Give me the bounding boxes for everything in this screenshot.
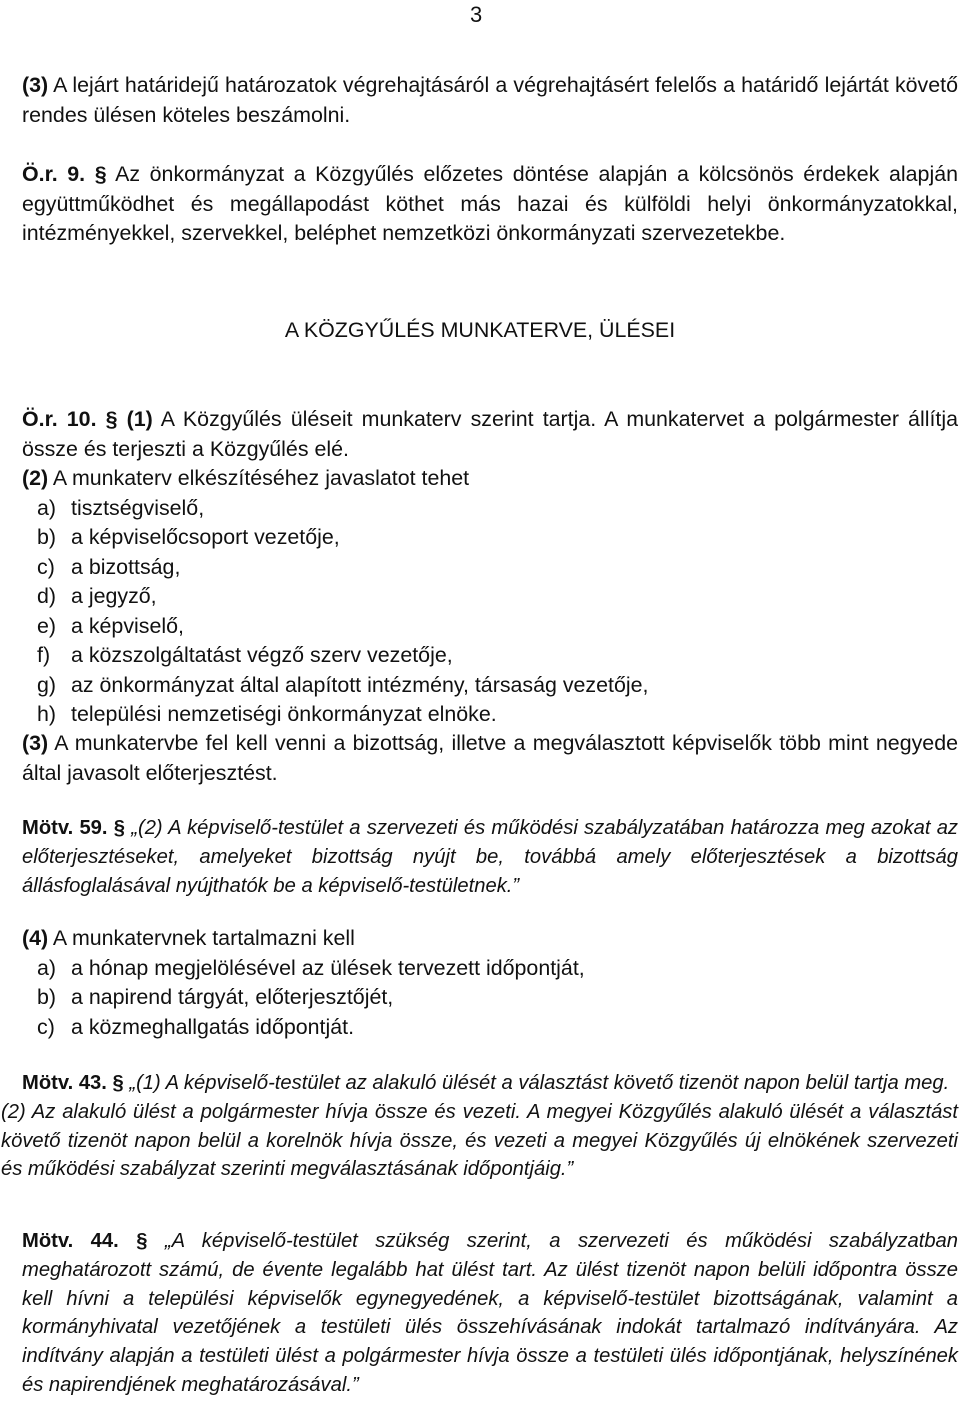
section-sign: § [94, 162, 107, 186]
list-label: c) [37, 554, 55, 579]
list-label: c) [37, 1014, 55, 1039]
list-label: a) [37, 495, 57, 520]
paragraph-number: (4) [22, 926, 49, 950]
list-text: a közmeghallgatás időpontját. [71, 1014, 355, 1039]
list-text: az önkormányzat által alapított intézmény, társaság vezetője, [71, 672, 649, 697]
paragraph-number: (1) [126, 407, 153, 431]
paragraph-number: (2) [22, 466, 49, 490]
quote-motv-44 [1, 1227, 958, 1400]
paragraph-text: A Közgyűlés üléseit munkaterv szerint tartja. A munkatervet a polgármester állítja össze és terjeszti a Közgyűlés elé. [22, 407, 958, 461]
list-item [1, 954, 958, 984]
paragraph-2-proposals [1, 464, 958, 730]
quoted-text: „A képviselő-testület szükség szerint, a szervezeti és működési szabályzatban meghatározott számú, de évente legalább hat ülést tart. Az ülést tizenöt napon belüli időpontra össze kell hívni a települési képviselők egynegyedének, a képviselő-testület bizottságának, valamint a kormányhivatal vezetőjének a testületi ülés összehívásának indokát tartalmazó indítványára. Az indítvány alapján a testületi ülést a polgármester hívja össze a testületi ülés időpontjának, helyszínének és napirendjének meghatározásával.” [22, 1230, 958, 1396]
paragraph-intro: A munkatervnek tartalmazni kell [48, 926, 355, 950]
list-item [1, 494, 958, 524]
list-item [1, 671, 958, 701]
section-ref: Mötv. 59. [22, 817, 108, 839]
list-text: a jegyző, [71, 584, 157, 608]
list-label: a) [37, 955, 57, 980]
list-label: h) [37, 702, 57, 726]
list-label: e) [37, 613, 57, 638]
quote-motv-59 [1, 814, 958, 900]
list-item [1, 582, 958, 612]
section-sign: § [105, 407, 118, 431]
quote-motv-43 [1, 1069, 958, 1184]
page-number: 3 [470, 2, 483, 27]
list-item [1, 612, 958, 642]
list-label: b) [37, 985, 57, 1009]
paragraph-3-deadline [1, 71, 958, 130]
paragraph-text: A lejárt határidejű határozatok végrehajtásáról a végrehajtásért felelős a határidő lejártát követő rendes ülésen köteles beszámolni. [22, 73, 958, 127]
section-or-10 [1, 405, 958, 464]
section-sign: § [136, 1230, 148, 1252]
section-heading: A KÖZGYŰLÉS MUNKATERVE, ÜLÉSEI [284, 318, 676, 342]
paragraph-text: A munkatervbe fel kell venni a bizottság, illetve a megválasztott képviselők több mint negyede által javasolt előterjesztést. [22, 731, 958, 785]
list-item [1, 1013, 958, 1043]
section-ref: Ö.r. 9. [22, 162, 86, 186]
section-ref: Ö.r. 10. [22, 407, 97, 431]
section-ref: Mötv. 43. [22, 1072, 107, 1094]
list-label: d) [37, 584, 57, 608]
paragraph-number: (3) [22, 73, 49, 97]
list-text: a napirend tárgyát, előterjesztőjét, [71, 985, 394, 1009]
list-label: g) [37, 672, 57, 697]
list-text: a közszolgáltatást végző szerv vezetője, [71, 643, 453, 667]
quoted-text: „(2) A képviselő-testület a szervezeti és működési szabályzatában határozza meg azokat az előterjesztéseket, amelyeket bizottság nyújt be, továbbá amely előterjesztések a bizottság állásfoglalásával nyújthatók be a képviselő-testületnek.” [22, 817, 959, 897]
quoted-text: „(1) A képviselő-testület az alakuló ülését a választást követő tizenöt napon belül tartja meg. [129, 1072, 950, 1094]
paragraph-4-contents [1, 924, 958, 1042]
quoted-text: (2) Az alakuló ülést a polgármester hívja össze és vezeti. A megyei Közgyűlés alakuló ülését a választást követő tizenöt napon belül a korelnök hívja össze, és vezeti a megyei Közgyűlés új elnökének szervezeti és működési szabályzat szerinti megválasztásának időpontjáig.” [1, 1100, 958, 1181]
section-sign: § [112, 1072, 124, 1094]
paragraph-number: (3) [22, 731, 49, 755]
list-item [1, 983, 958, 1013]
section-or-9 [1, 160, 958, 249]
section-sign: § [113, 817, 125, 839]
list-item [1, 553, 958, 583]
list-text: a hónap megjelölésével az ülések tervezett időpontját, [71, 955, 585, 980]
list-text: a bizottság, [71, 554, 181, 579]
paragraph-text: Az önkormányzat a Közgyűlés előzetes döntése alapján a kölcsönös érdekek alapján együttműködhet és megállapodást köthet más hazai és külföldi helyi önkormányzatokkal, intézményekkel, szervekkel, beléphet nemzetközi önkormányzati szervezetekbe. [22, 162, 958, 245]
list-text: tisztségviselő, [71, 495, 205, 520]
paragraph-intro: A munkaterv elkészítéséhez javaslatot tehet [48, 466, 470, 490]
list-text: a képviselő, [71, 613, 184, 638]
list-item [1, 700, 958, 730]
list-label: f) [37, 643, 51, 667]
list-text: települési nemzetiségi önkormányzat elnöke. [71, 702, 497, 726]
list-item [1, 523, 958, 553]
list-item [1, 641, 958, 671]
list-label: b) [37, 525, 57, 549]
paragraph-3-work-plan [1, 729, 958, 788]
list-text: a képviselőcsoport vezetője, [71, 525, 340, 549]
section-ref: Mötv. 44. [22, 1230, 119, 1252]
